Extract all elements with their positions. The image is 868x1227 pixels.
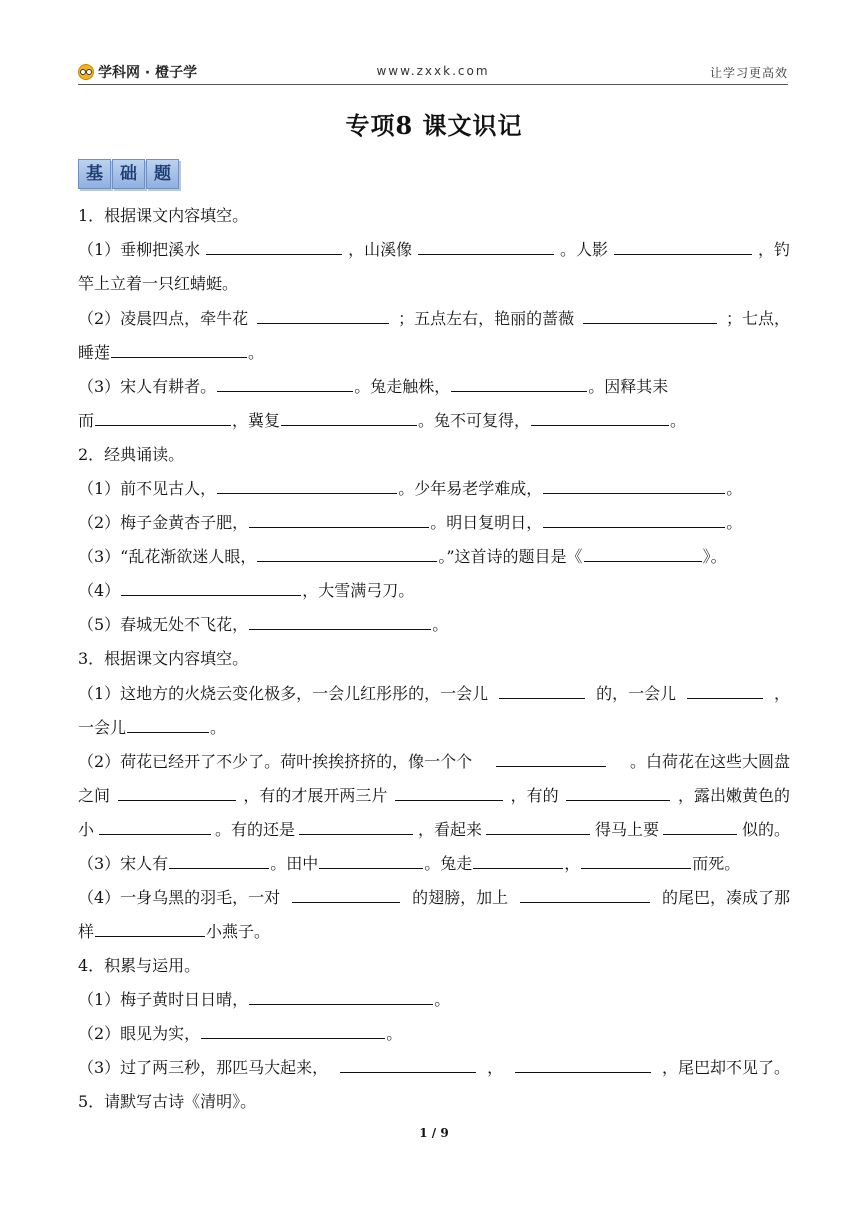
answer-blank[interactable] bbox=[515, 1057, 651, 1073]
logo-text: 学科网 · 橙子学 bbox=[98, 65, 198, 81]
question-1-part-3-line-1: （3）宋人有耕者。 。兔走触株， 。因释其耒 bbox=[78, 377, 669, 396]
answer-blank[interactable] bbox=[473, 853, 563, 869]
answer-blank[interactable] bbox=[395, 785, 503, 801]
question-2-part-3: （3）“乱花渐欲迷人眼， 。”这首诗的题目是《 》。 bbox=[78, 547, 727, 566]
answer-blank[interactable] bbox=[340, 1057, 476, 1073]
answer-blank[interactable] bbox=[201, 1023, 385, 1039]
answer-blank[interactable] bbox=[118, 785, 236, 801]
answer-blank[interactable] bbox=[581, 853, 691, 869]
answer-blank[interactable] bbox=[418, 239, 554, 255]
answer-blank[interactable] bbox=[249, 512, 429, 528]
question-5-stem: 5．请默写古诗《清明》。 bbox=[78, 1092, 257, 1111]
question-3-part-4-line-2: 样 小燕子。 bbox=[78, 922, 271, 941]
answer-blank[interactable] bbox=[217, 478, 397, 494]
question-3-part-1-line-1: （1）这地方的火烧云变化极多，一会儿红彤彤的，一会儿 的，一会儿 ， bbox=[78, 684, 790, 703]
site-url: www.zxxk.com bbox=[376, 64, 490, 78]
question-4-stem: 4．积累与运用。 bbox=[78, 956, 201, 975]
answer-blank[interactable] bbox=[663, 819, 737, 835]
answer-blank[interactable] bbox=[543, 512, 725, 528]
answer-blank[interactable] bbox=[99, 819, 211, 835]
answer-blank[interactable] bbox=[614, 239, 752, 255]
header-slogan: 让学习更高效 bbox=[709, 66, 788, 80]
answer-blank[interactable] bbox=[566, 785, 670, 801]
question-3-part-4-line-1: （4）一身乌黑的羽毛，一对 的翅膀，加上 的尾巴，凑成了那 bbox=[78, 888, 790, 907]
question-1-stem: 1．根据课文内容填空。 bbox=[78, 206, 249, 225]
answer-blank[interactable] bbox=[292, 887, 400, 903]
question-4-part-2: （2）眼见为实， 。 bbox=[78, 1024, 403, 1043]
question-1-part-1-line-2: 竿上立着一只红蜻蜓。 bbox=[78, 274, 239, 293]
question-4-part-3: （3）过了两三秒，那匹马大起来， ， ，尾巴却不见了。 bbox=[78, 1058, 790, 1077]
question-2-part-2: （2）梅子金黄杏子肥， 。明日复明日， 。 bbox=[78, 513, 743, 532]
answer-blank[interactable] bbox=[543, 478, 725, 494]
answer-blank[interactable] bbox=[217, 376, 353, 392]
question-3-part-3: （3）宋人有 。田中 。兔走 ， 而死。 bbox=[78, 854, 741, 873]
answer-blank[interactable] bbox=[319, 853, 423, 869]
answer-blank[interactable] bbox=[584, 546, 702, 562]
question-2-part-4: （4） ，大雪满弓刀。 bbox=[78, 581, 415, 600]
answer-blank[interactable] bbox=[583, 308, 717, 324]
answer-blank[interactable] bbox=[206, 239, 342, 255]
question-2-part-5: （5）春城无处不飞花， 。 bbox=[78, 615, 449, 634]
answer-blank[interactable] bbox=[257, 308, 389, 324]
answer-blank[interactable] bbox=[249, 989, 433, 1005]
answer-blank[interactable] bbox=[299, 819, 413, 835]
answer-blank[interactable] bbox=[111, 342, 247, 358]
question-3-part-2-line-2: 之间 ，有的才展开两三片 ，有的 ，露出嫩黄色的 bbox=[78, 786, 790, 805]
question-1-part-3-line-2: 而 ，冀复 。兔不可复得， 。 bbox=[78, 411, 687, 430]
answer-blank[interactable] bbox=[95, 921, 205, 937]
question-3-stem: 3．根据课文内容填空。 bbox=[78, 649, 249, 668]
answer-blank[interactable] bbox=[520, 887, 650, 903]
answer-blank[interactable] bbox=[281, 410, 417, 426]
answer-blank[interactable] bbox=[687, 683, 763, 699]
answer-blank[interactable] bbox=[95, 410, 231, 426]
question-2-part-1: （1）前不见古人， 。少年易老学难成， 。 bbox=[78, 479, 743, 498]
page-title: 专项8 课文识记 bbox=[345, 111, 523, 140]
question-2-stem: 2．经典诵读。 bbox=[78, 445, 185, 464]
question-1-part-2-line-1: （2）凌晨四点，牵牛花 ；五点左右，艳丽的蔷薇 ；七点， bbox=[78, 309, 790, 328]
question-1-part-2-line-2: 睡莲 。 bbox=[78, 343, 265, 362]
section-tag-char: 题 bbox=[146, 159, 179, 189]
answer-blank[interactable] bbox=[169, 853, 269, 869]
answer-blank[interactable] bbox=[127, 717, 209, 733]
page-number: 1 / 9 bbox=[419, 1126, 449, 1140]
answer-blank[interactable] bbox=[531, 410, 669, 426]
question-3-part-2-line-1: （2）荷花已经开了不少了。荷叶挨挨挤挤的，像一个个 。白荷花在这些大圆盘 bbox=[78, 752, 790, 771]
answer-blank[interactable] bbox=[121, 580, 301, 596]
answer-blank[interactable] bbox=[257, 546, 437, 562]
section-tag bbox=[78, 159, 179, 189]
question-3-part-2-line-3: 小 。有的还是 ，看起来 得马上要 似的。 bbox=[78, 820, 790, 839]
question-3-part-1-line-2: 一会儿 。 bbox=[78, 718, 227, 737]
section-tag-char: 基 bbox=[78, 159, 111, 189]
answer-blank[interactable] bbox=[496, 751, 606, 767]
answer-blank[interactable] bbox=[486, 819, 590, 835]
question-4-part-1: （1）梅子黄时日日晴， 。 bbox=[78, 990, 451, 1009]
answer-blank[interactable] bbox=[249, 614, 431, 630]
question-1-part-1-line-1: （1）垂柳把溪水 ，山溪像 。人影 ，钓 bbox=[78, 240, 790, 259]
answer-blank[interactable] bbox=[451, 376, 587, 392]
section-tag-char: 础 bbox=[112, 159, 145, 189]
page-header bbox=[78, 62, 788, 85]
answer-blank[interactable] bbox=[499, 683, 585, 699]
